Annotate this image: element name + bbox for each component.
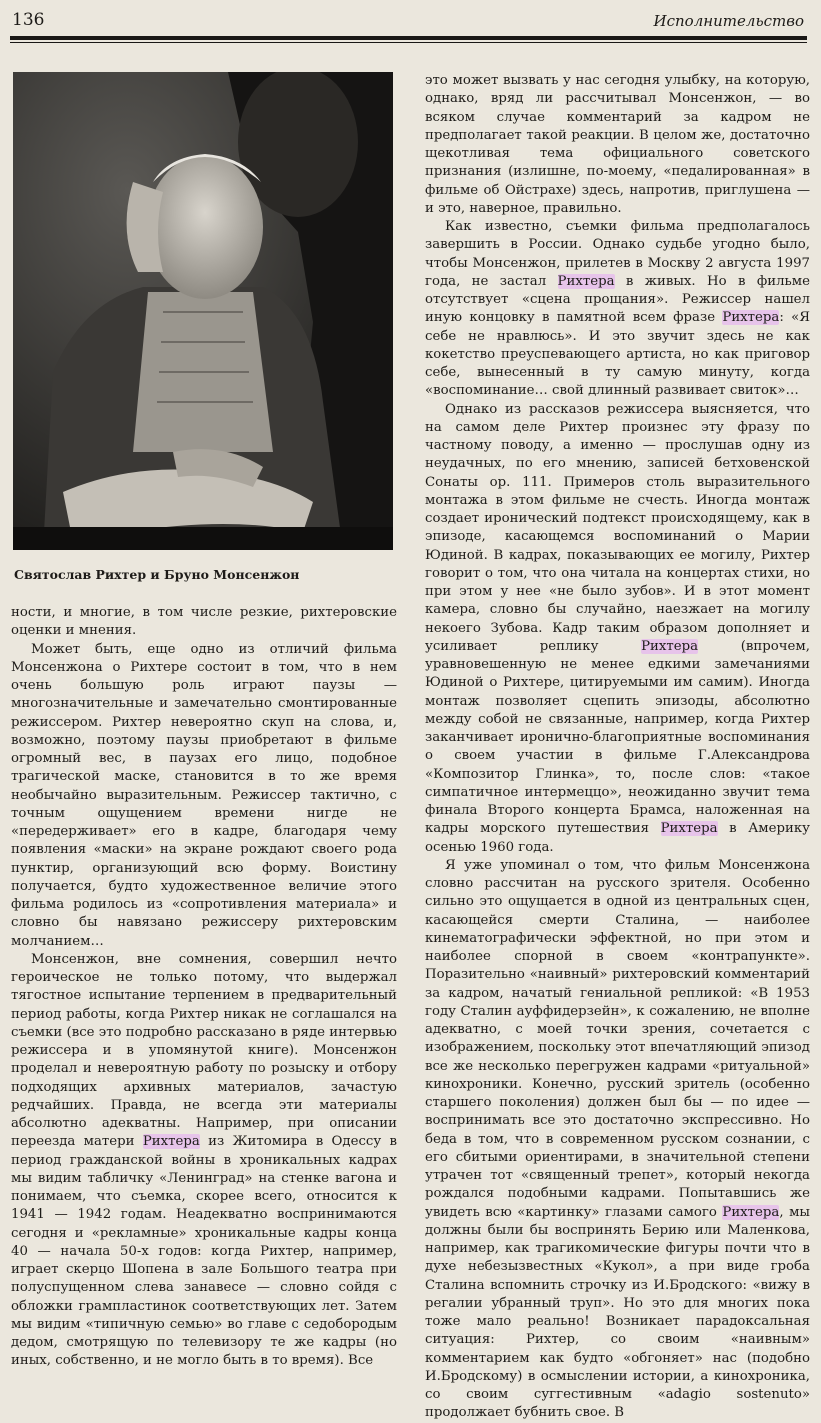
text-run: из Житомира в Одессу в период гражданской войны в хроникальных кадрах мы видим табличку «Ленинград» на стенке вагона и понимаем, что съемка, скорее всего, относится к 1941 — 1942 годам. Неадекватно воспринимаются сегодня и «рекламные» хроникальные кадры конца 40 — начала 50-х годов: когда Рихтер, например, играет скерцо Шопена в зале Большого театра при полуспущенном слева занавесе — словно сойдя с обложки грампластинок соответствующих лет. Затем мы видим «типичную семью» во главе с седобородым дедом, смотрящую по телевизору те же кадры (но иных, собственно, и не могло быть в то время). Все — [11, 1134, 397, 1369]
paragraph — [425, 857, 810, 1423]
header-rule-thick — [10, 36, 807, 40]
photo-illustration — [13, 72, 393, 550]
paragraph — [11, 641, 397, 951]
left-text-column — [11, 604, 397, 1371]
paragraph — [425, 401, 810, 857]
header-rule-thin — [10, 42, 807, 43]
highlighted-name: Рихтера — [722, 1204, 780, 1220]
paragraph — [425, 218, 810, 401]
highlighted-name: Рихтера — [660, 821, 718, 837]
text-run: Однако из рассказов режиссера выясняется, что на самом деле Рихтер произнес эту фразу по частному поводу, а именно — прослушав одну из неудачных, по его мнению, записей бетховенской Сонаты ор. 111. Примеров столь выразительного монтажа в этом фильме не счесть. Иногда монтаж создает иронический подтекст происходящему, как в эпизоде, касающемся воспоминаний о Марии Юдиной. В кадрах, показывающих ее могилу, Рихтер говорит о том, что она читала на концертах стихи, но при этом у нее «не было зубов». И в этот момент камера, словно бы случайно, наезжает на могилу некоего Зубова. Кадр таким образом дополняет и усиливает реплику — [425, 401, 810, 654]
section-title: Исполнительство — [653, 12, 804, 30]
text-run: в живых. Но в фильме отсутствует «сцена прощания». Режиссер нашел иную концовку в памятной всем фразе — [425, 273, 811, 326]
paragraph — [11, 604, 397, 641]
figure-caption: Святослав Рихтер и Бруно Монсенжон — [14, 567, 300, 582]
highlighted-name: Рихтера — [557, 273, 615, 289]
page-number: 136 — [12, 10, 45, 30]
right-text-column — [425, 72, 810, 1423]
text-run: , мы должны были бы воспринять Берию или Маленкова, например, как трагикомические фигуры почти что в духе небезызвестных «Кукол», а при виде гроба Сталина вспомнить строчку из И.Бродского: «вижу в регалии убранный труп». Но это для многих пока тоже мало реально! Возникает парадоксальная ситуация: Рихтер, со своим «наивным» комментарием как будто «обгоняет» нас (подобно И.Бродскому) в осмыслении истории, а кинохроника, со своим суггестивным «adagio sostenuto» продолжает бубнить свое. В — [425, 1204, 810, 1421]
highlighted-name: Рихтера — [641, 638, 699, 654]
text-run: Я уже упоминал о том, что фильм Монсенжона словно рассчитан на русского зрителя. Особенно сильно это ощущается в одной из центральных сцен, касающейся смерти Сталина, — наиболее кинематографически эффектной, но при этом и наиболее спорной в своем «контрапункте». Поразительно «наивный» рихтеровский комментарий за кадром, начатый гениальной репликой: «В 1953 году Сталин ауффидерзейн», к сожалению, не вполне адекватно, с моей точки зрения, сочетается с изображением, поскольку этот впечатляющий эпизод все же несколько перегружен кадрами «ритуальной» кинохроники. Конечно, русский зритель (особенно старшего поколения) должен был бы — по идее — воспринимать все это достаточно экспрессивно. Но беда в том, что в современном русском сознании, с его сбитыми ориентирами, в значительной степени утрачен тот «священный трепет», который некогда рождался подобными кадрами. Попытавшись же увидеть всю «картинку» глазами самого — [425, 857, 810, 1220]
text-run: Может быть, еще одно из отличий фильма Монсенжона о Рихтере состоит в том, что в нем очень большую роль играют паузы — многозначительные и замечательно смонтированные режиссером. Рихтер невероятно скуп на слова, и, возможно, поэтому паузы приобретают в фильме огромный вес, в паузах его лицо, подобное трагической маске, становится в то же время необычайно выразительным. Режиссер тактично, с точным ощущением времени нигде не «передерживает» его в кадре, благодаря чему появления «маски» на экране рождают своего рода пунктир, организующий всю форму. Воистину получается, будто художественное величие этого фильма родилось из «сопротивления материала» и словно бы навязано режиссеру рихтеровским молчанием… — [11, 641, 397, 949]
paragraph — [11, 951, 397, 1371]
text-run: ности, и многие, в том числе резкие, рихтеровские оценки и мнения. — [11, 605, 397, 639]
highlighted-name: Рихтера — [722, 310, 780, 326]
text-run: Монсенжон, вне сомнения, совершил нечто героическое не только потому, что выдержал тягостное испытание терпением в предварительный период работы, когда Рихтер никак не соглашался на съемки (все это подробно рассказано в ряде интервью режиссера и в упомянутой книге). Монсенжон проделал и невероятную работу по розыску и отбору подходящих архивных материалов, зачастую редчайших. Правда, не всегда эти материалы абсолютно адекватны. Например, при описании переезда матери — [11, 951, 397, 1150]
text-run: Как известно, съемки фильма предполагалось завершить в России. Однако судьбе угодно было, чтобы Монсенжон, прилетев в Москву 2 августа 1997 года, не застал — [425, 219, 810, 289]
text-run: (впрочем, уравновешенную не менее едкими замечаниями Юдиной о Рихтере, цитируемыми им самим). Иногда монтаж позволяет сцепить эпизоды, абсолютно между собой не связанные, например, когда Рихтер заканчивает иронично-благоприятные воспоминания о своем участии в фильме Г.Александрова «Композитор Глинка», то, после слов: «такое симпатичное интермеццо», неожиданно звучит тема финала Второго концерта Брамса, наложенная на кадры морского путешествия — [425, 638, 810, 837]
text-run: : «Я себе не нравлюсь». И это звучит здесь не как кокетство преуспевающего артиста, но как приговор себе, вынесенный в ту самую минуту, когда «воспоминание… свой длинный развивает свиток»… — [425, 310, 810, 399]
text-run: в Америку осенью 1960 года. — [425, 821, 810, 855]
text-run: это может вызвать у нас сегодня улыбку, на которую, однако, вряд ли рассчитывал Монсенжон, — во всяком случае комментарий за кадром не предполагает такой реакции. В целом же, достаточно щекотливая тема официального советского признания (излишне, по-моему, «педалированная» в фильме об Ойстрахе) здесь, напротив, приглушена — и это, наверное, правильно. — [425, 73, 810, 216]
figure-photo — [13, 72, 393, 550]
paragraph — [425, 72, 810, 218]
highlighted-name: Рихтера — [142, 1134, 200, 1150]
